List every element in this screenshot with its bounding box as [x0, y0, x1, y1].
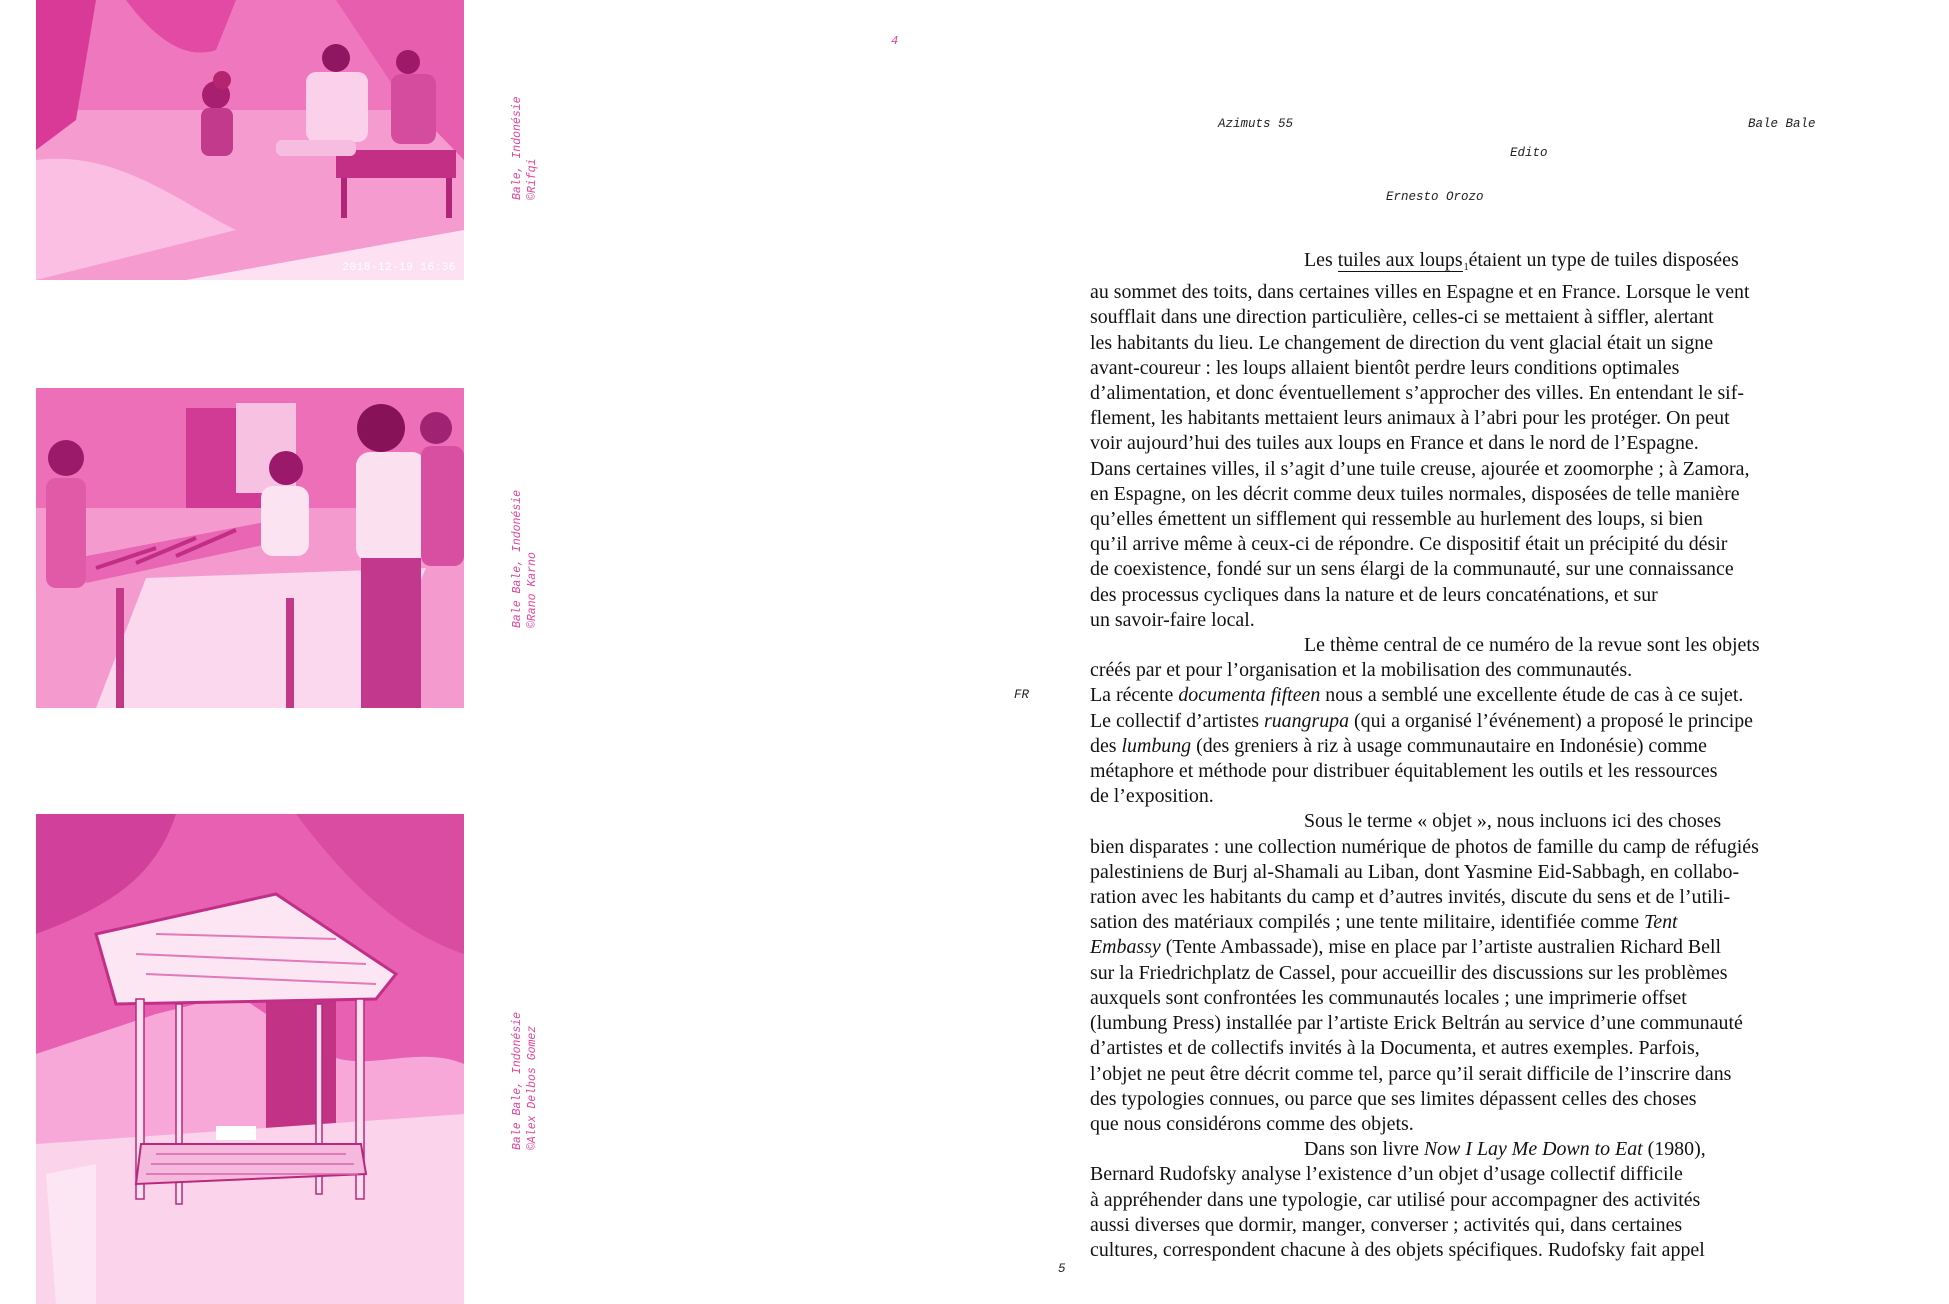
caption-location: Bale Bale, Indonésie: [511, 1011, 524, 1150]
caption-location: Bale, Indonésie: [511, 96, 524, 200]
caption-location: Bale Bale, Indonésie: [511, 489, 524, 628]
paragraph-line: soufflait dans une direction particulière, celles-ci se mettaient à siffler, alertant: [1090, 306, 1714, 329]
photo-people-carrying-bench: [36, 388, 464, 708]
paragraph-line: un savoir-faire local.: [1090, 608, 1255, 631]
paragraph-line: au sommet des toits, dans certaines villes en Espagne et en France. Lorsque le vent: [1090, 281, 1750, 304]
language-tag: FR: [1014, 688, 1030, 702]
paragraph-line: aussi diverses que dormir, manger, converser ; activités qui, dans certaines: [1090, 1213, 1683, 1236]
paragraph-line: Embassy (Tente Ambassade), mise en place par l’artiste australien Richard Bell: [1090, 936, 1722, 959]
paragraph-line: des processus cycliques dans la nature et de leurs concaténations, et sur: [1090, 583, 1658, 606]
paragraph-line: les habitants du lieu. Le changement de direction du vent glacial était un signe: [1090, 331, 1714, 354]
caption-credit: ©Rifqi: [526, 158, 539, 200]
caption-credit: ©Alex Delbos Gomez: [526, 1025, 539, 1150]
paragraph-line: sur la Friedrichplatz de Cassel, pour accueillir des discussions sur les problèmes: [1090, 961, 1728, 984]
photo-bale-bale-gazebo: [36, 814, 464, 1304]
photo-timestamp: 2018-12-19 16:36: [342, 262, 456, 274]
paragraph-line: l’objet ne peut être décrit comme tel, parce qu’il serait difficile de l’inscrire dans: [1090, 1062, 1732, 1085]
paragraph-line: métaphore et méthode pour distribuer équitablement les outils et les ressources: [1090, 760, 1718, 783]
paragraph-line: de l’exposition.: [1090, 785, 1214, 808]
paragraph-line: en Espagne, on les décrit comme deux tuiles normales, disposées de telle manière: [1090, 482, 1740, 505]
right-page-number: 5: [1058, 1262, 1066, 1276]
paragraph-line: ration avec les habitants du camp et d’autres invités, discute du sens et de l’utili-: [1090, 886, 1731, 909]
paragraph-2: [1090, 633, 1935, 809]
paragraph-line: bien disparates : une collection numérique de photos de famille du camp de réfugiés: [1090, 835, 1759, 858]
paragraph-line: flement, les habitants mettaient leurs animaux à l’abri pour les protéger. On peut: [1090, 407, 1730, 430]
paragraph-line: qu’il arrive même à ceux-ci de répondre. Ce dispositif était un précipité du désir: [1090, 533, 1728, 556]
paragraph-line: Le thème central de ce numéro de la revue sont les objets: [1304, 634, 1760, 657]
paragraph-line: créés par et pour l’organisation et la mobilisation des communautés.: [1090, 659, 1633, 682]
footnote-term-link[interactable]: tuiles aux loups: [1337, 249, 1463, 271]
issue-label: Azimuts 55: [1218, 117, 1294, 131]
paragraph-line: que nous considérons comme des objets.: [1090, 1112, 1414, 1135]
topic-label: Bale Bale: [1748, 117, 1816, 131]
paragraph-line: de coexistence, fondé sur un sens élargi de la communauté, sur une connaissance: [1090, 558, 1734, 581]
paragraph-line: des lumbung (des greniers à riz à usage communautaire en Indonésie) comme: [1090, 734, 1707, 757]
paragraph-line: avant-coureur : les loups allaient bientôt perdre leurs conditions optimales: [1090, 356, 1680, 379]
photo-2-image: [36, 388, 464, 708]
paragraph-line: Les tuiles aux loups$_1$étaient un type de tuiles disposées: [1304, 249, 1739, 273]
paragraph-line: Sous le terme « objet », nous incluons ici des choses: [1304, 810, 1722, 833]
paragraph-line: d’alimentation, et donc éventuellement s’approcher des villes. En entendant le sif-: [1090, 382, 1744, 405]
edito-body: [1090, 248, 1935, 1263]
paragraph-line: auxquels sont confrontées les communautés locales ; une imprimerie offset: [1090, 986, 1687, 1009]
paragraph-line: palestiniens de Burj al-Shamali au Liban, dont Yasmine Eid-Sabbagh, en collabo-: [1090, 860, 1740, 883]
photo-people-sitting-by-bench: [36, 0, 464, 280]
paragraph-line: voir aujourd’hui des tuiles aux loups en France et dans le nord de l’Espagne.: [1090, 432, 1699, 455]
paragraph-line: La récente documenta fifteen nous a semblé une excellente étude de cas à ce sujet.: [1090, 684, 1744, 707]
paragraph-line: (lumbung Press) installée par l’artiste Erick Beltrán au service d’une communauté: [1090, 1012, 1743, 1035]
section-label: Edito: [1510, 146, 1548, 160]
paragraph-line: sation des matériaux compilés ; une tente militaire, identifiée comme Tent: [1090, 911, 1678, 934]
paragraph-4: [1090, 1137, 1935, 1263]
photo-1-image: [36, 0, 464, 280]
paragraph-line: à appréhender dans une typologie, car utilisé pour accompagner des activités: [1090, 1188, 1701, 1211]
photo-3-image: [36, 814, 464, 1304]
footnote-marker[interactable]: 1: [1463, 262, 1469, 273]
paragraph-line: d’artistes et de collectifs invités à la Documenta, et autres exemples. Parfois,: [1090, 1037, 1700, 1060]
paragraph-line: Le collectif d’artistes ruangrupa (qui a organisé l’événement) a proposé le principe: [1090, 709, 1753, 732]
paragraph-line: Dans certaines villes, il s’agit d’une tuile creuse, ajourée et zoomorphe ; à Zamora,: [1090, 457, 1750, 480]
paragraph-line: cultures, correspondent chacune à des objets spécifiques. Rudofsky fait appel: [1090, 1238, 1705, 1261]
paragraph-1: [1090, 280, 1935, 633]
paragraph-line: Dans son livre Now I Lay Me Down to Eat (1980),: [1304, 1138, 1706, 1161]
author-label: Ernesto Orozo: [1386, 190, 1484, 204]
paragraph-3: [1090, 809, 1935, 1137]
caption-credit: ©Rano Karno: [526, 552, 539, 628]
paragraph-line: qu’elles émettent un sifflement qui ressemble au hurlement des loups, si bien: [1090, 508, 1703, 531]
left-page-number: 4: [891, 34, 899, 48]
paragraph-line: Bernard Rudofsky analyse l’existence d’un objet d’usage collectif difficile: [1090, 1163, 1683, 1186]
paragraph-line: des typologies connues, ou parce que ses limites dépassent celles des choses: [1090, 1087, 1697, 1110]
